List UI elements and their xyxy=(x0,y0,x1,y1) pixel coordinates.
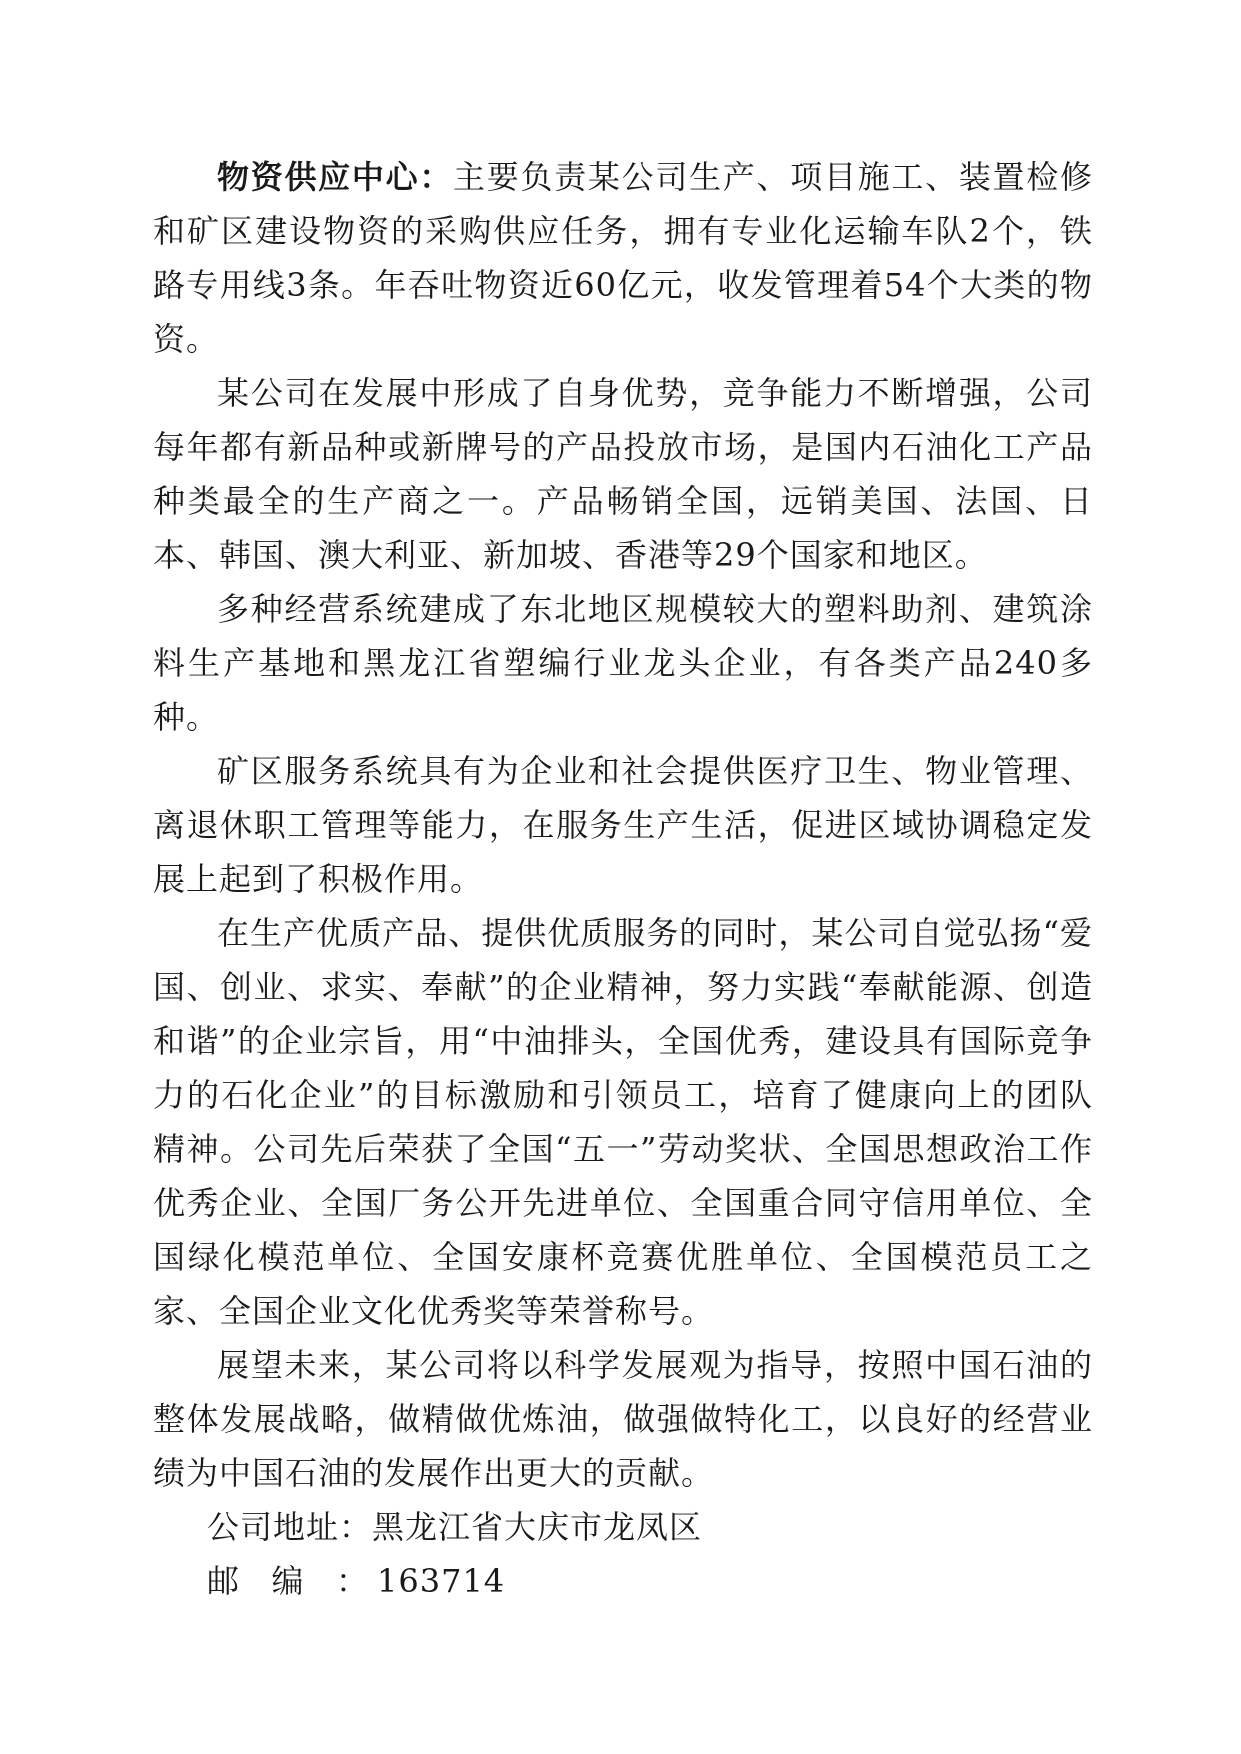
paragraph-supply-center xyxy=(153,150,1093,366)
postcode-value: 163714 xyxy=(377,1562,506,1600)
document-page xyxy=(153,150,1093,1608)
paragraph-mining-services: 矿区服务系统具有为企业和社会提供医疗卫生、物业管理、离退休职工管理等能力，在服务生产生活，促进区域协调稳定发展上起到了积极作用。 xyxy=(153,752,1093,898)
postcode-line xyxy=(153,1554,1093,1608)
address-label: 公司地址： xyxy=(207,1508,373,1546)
postcode-label: 邮编： xyxy=(207,1562,369,1600)
paragraph-future-outlook: 展望未来，某公司将以科学发展观为指导，按照中国石油的整体发展战略，做精做优炼油，做强做特化工，以良好的经营业绩为中国石油的发展作出更大的贡献。 xyxy=(153,1346,1093,1492)
paragraph-lead-heading: 物资供应中心： xyxy=(217,158,454,196)
paragraph-text: 主要负责某公司生产、项目施工、装置检修和矿区建设物资的采购供应任务，拥有专业化运输车队2个，铁路专用线3条。年吞吐物资近60亿元，收发管理着54个大类的物资。 xyxy=(153,158,1093,358)
paragraph-corporate-spirit: 在生产优质产品、提供优质服务的同时，某公司自觉弘扬“爱国、创业、求实、奉献”的企业精神，努力实践“奉献能源、创造和谐”的企业宗旨，用“中油排头，全国优秀，建设具有国际竞争力的石化企业”的目标激励和引领员工，培育了健康向上的团队精神。公司先后荣获了全国“五一”劳动奖状、全国思想政治工作优秀企业、全国厂务公开先进单位、全国重合同守信用单位、全国绿化模范单位、全国安康杯竞赛优胜单位、全国模范员工之家、全国企业文化优秀奖等荣誉称号。 xyxy=(153,914,1093,1330)
address-value: 黑龙江省大庆市龙凤区 xyxy=(372,1508,703,1546)
paragraph-diversified-business: 多种经营系统建成了东北地区规模较大的塑料助剂、建筑涂料生产基地和黑龙江省塑编行业龙头企业，有各类产品240多种。 xyxy=(153,590,1093,736)
paragraph-advantages: 某公司在发展中形成了自身优势，竞争能力不断增强，公司每年都有新品种或新牌号的产品投放市场，是国内石油化工产品种类最全的生产商之一。产品畅销全国，远销美国、法国、日本、韩国、澳大利亚、新加坡、香港等29个国家和地区。 xyxy=(153,374,1093,574)
address-line xyxy=(153,1500,1093,1554)
